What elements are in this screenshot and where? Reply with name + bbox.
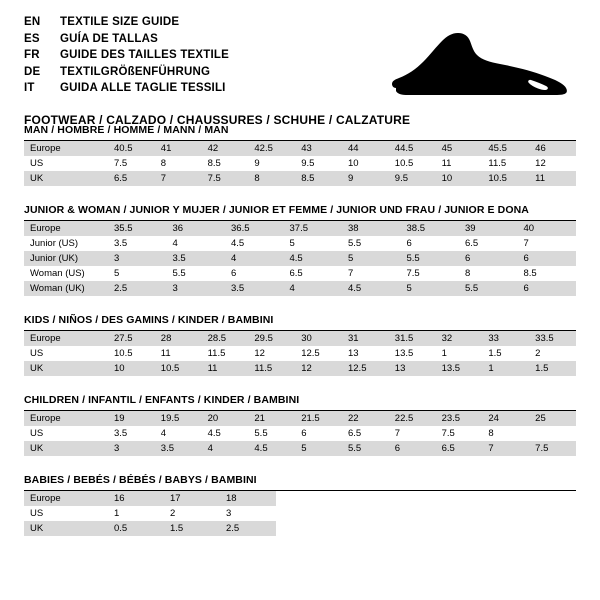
- spacer-cell: [276, 506, 576, 521]
- row-label: Europe: [24, 141, 108, 156]
- size-cell: 3.5: [167, 251, 226, 266]
- size-cell: 1.5: [529, 361, 576, 376]
- language-title: GUIDE DES TAILLES TEXTILE: [60, 49, 229, 61]
- size-cell: 32: [436, 331, 483, 346]
- row-label: UK: [24, 171, 108, 186]
- size-cell: 1.5: [488, 348, 502, 359]
- size-cell: 36: [167, 221, 226, 236]
- size-cell: 9.5: [389, 171, 436, 186]
- size-cell: 42.5: [248, 141, 295, 156]
- language-title-list: [24, 16, 229, 99]
- size-cell: 6.5: [436, 441, 483, 456]
- size-block: [24, 204, 576, 296]
- size-cell: 7.5: [202, 171, 249, 186]
- language-title: GUIDA ALLE TAGLIE TESSILI: [60, 82, 226, 94]
- size-cell: 5: [401, 281, 460, 296]
- language-code: IT: [24, 82, 35, 94]
- size-block: [24, 474, 576, 536]
- size-cell: 35.5: [108, 221, 167, 236]
- row-label: UK: [24, 521, 108, 536]
- size-cell: 8: [160, 158, 167, 169]
- table-row: [24, 411, 576, 426]
- language-code: DE: [24, 65, 41, 78]
- row-label: Europe: [24, 331, 108, 346]
- size-cell: 12.5: [342, 361, 389, 376]
- size-cell: 19: [108, 411, 155, 426]
- table-row: [24, 281, 576, 296]
- size-cell: 12: [535, 158, 546, 169]
- table-row: [24, 236, 576, 251]
- footwear-category-title: FOOTWEAR / CALZADO / CHAUSSURES / SCHUHE / CALZATURE: [24, 112, 411, 127]
- size-cell: 10: [108, 361, 155, 376]
- size-cell: 45: [436, 141, 483, 156]
- size-table: [24, 411, 576, 456]
- size-cell: 29.5: [248, 331, 295, 346]
- size-cell: 7: [394, 428, 401, 439]
- size-cell: 3.5: [114, 428, 128, 439]
- size-cell: 11.5: [248, 361, 295, 376]
- size-cell: 13.5: [436, 361, 483, 376]
- size-cell: 23.5: [436, 411, 483, 426]
- size-cell: 8.5: [523, 268, 537, 279]
- size-cell: 4.5: [248, 441, 295, 456]
- size-cell: 2.5: [220, 521, 276, 536]
- size-cell: 4.5: [207, 428, 221, 439]
- size-table: [24, 221, 576, 296]
- size-cell: 9: [254, 158, 260, 169]
- size-cell: 4.5: [342, 281, 401, 296]
- size-table: [24, 331, 576, 376]
- size-cell: 5: [289, 238, 295, 249]
- spacer-cell: [276, 491, 576, 506]
- size-table: [24, 141, 576, 186]
- size-cell: 7.5: [529, 441, 576, 456]
- language-title: TEXTILE SIZE GUIDE: [60, 16, 180, 28]
- size-cell: 1.5: [164, 521, 220, 536]
- row-label: US: [30, 348, 44, 359]
- table-row: [24, 266, 576, 281]
- row-label: US: [30, 428, 44, 439]
- row-label: Junior (US): [30, 238, 79, 249]
- size-cell: 41: [155, 141, 202, 156]
- language-code: ES: [24, 32, 40, 45]
- size-cell: 11: [529, 171, 576, 186]
- language-row: [24, 49, 229, 66]
- size-cell: 1: [441, 348, 447, 359]
- size-cell: 44.5: [389, 141, 436, 156]
- row-label: Europe: [24, 491, 108, 506]
- row-label: Europe: [24, 221, 108, 236]
- table-row: [24, 506, 576, 521]
- language-row: [24, 82, 229, 99]
- size-cell: 6: [231, 268, 237, 279]
- size-cell: 28.5: [202, 331, 249, 346]
- size-cell: 1: [482, 361, 529, 376]
- size-cell: 12.5: [301, 348, 320, 359]
- size-cell: 25: [529, 411, 576, 426]
- size-cell: 10: [436, 171, 483, 186]
- size-cell: 1: [114, 508, 120, 519]
- table-row: [24, 521, 576, 536]
- table-row: [24, 346, 576, 361]
- size-cell: 5.5: [401, 251, 460, 266]
- size-cell: 3.5: [225, 281, 284, 296]
- size-cell: 22: [342, 411, 389, 426]
- size-cell: 6: [459, 251, 518, 266]
- size-cell: 13: [347, 348, 359, 359]
- size-cell: 2.5: [108, 281, 167, 296]
- size-cell: 7: [523, 238, 529, 249]
- size-block: [24, 124, 576, 186]
- size-cell: 3: [108, 251, 167, 266]
- size-cell: 5.5: [459, 281, 518, 296]
- size-cell: 6: [406, 238, 412, 249]
- size-cell: 10.5: [394, 158, 414, 169]
- size-cell: 7.5: [406, 268, 420, 279]
- dress-shoe-icon: [390, 28, 570, 100]
- size-blocks: [24, 124, 576, 536]
- size-cell: 30: [295, 331, 342, 346]
- size-cell: 3: [226, 508, 232, 519]
- size-cell: 6: [518, 251, 577, 266]
- size-cell: 5.5: [342, 441, 389, 456]
- size-cell: 31: [342, 331, 389, 346]
- size-cell: 36.5: [225, 221, 284, 236]
- size-cell: 24: [482, 411, 529, 426]
- size-cell: 22.5: [389, 411, 436, 426]
- size-cell: 12: [254, 348, 265, 359]
- size-cell: 18: [220, 491, 276, 506]
- size-cell: 43: [295, 141, 342, 156]
- size-cell: 46: [529, 141, 576, 156]
- size-block-title: CHILDREN / INFANTIL / ENFANTS / KINDER / BAMBINI: [24, 394, 576, 411]
- size-cell: 40.5: [108, 141, 155, 156]
- size-cell: 8: [248, 171, 295, 186]
- size-cell: 7: [348, 268, 354, 279]
- table-row: [24, 331, 576, 346]
- size-block-title: BABIES / BEBÉS / BÉBÉS / BABYS / BAMBINI: [24, 474, 576, 491]
- size-cell: 3: [108, 441, 155, 456]
- row-label: US: [30, 158, 44, 169]
- table-row: [24, 491, 576, 506]
- size-cell: 11: [441, 158, 452, 169]
- table-row: [24, 426, 576, 441]
- size-cell: 8.5: [295, 171, 342, 186]
- size-cell: 11: [160, 348, 171, 359]
- size-cell: 2: [535, 348, 541, 359]
- row-label: Woman (UK): [24, 281, 108, 296]
- size-table: [24, 491, 576, 536]
- table-row: [24, 141, 576, 156]
- size-cell: 4: [172, 238, 178, 249]
- size-block: [24, 394, 576, 456]
- table-row: [24, 171, 576, 186]
- size-cell: 5.5: [254, 428, 268, 439]
- size-block: [24, 314, 576, 376]
- size-cell: 4: [160, 428, 167, 439]
- size-cell: 8.5: [207, 158, 221, 169]
- table-row: [24, 221, 576, 236]
- size-cell: 7: [482, 441, 529, 456]
- size-cell: 5.5: [348, 238, 362, 249]
- size-cell: 6.5: [108, 171, 155, 186]
- size-cell: 45.5: [482, 141, 529, 156]
- row-label: UK: [24, 361, 108, 376]
- size-cell: 42: [202, 141, 249, 156]
- size-cell: 4: [225, 251, 284, 266]
- size-cell: 16: [108, 491, 164, 506]
- size-cell: 44: [342, 141, 389, 156]
- size-block-title: KIDS / NIÑOS / DES GAMINS / KINDER / BAMBINI: [24, 314, 576, 331]
- size-cell: 38: [342, 221, 401, 236]
- size-cell: 37.5: [284, 221, 343, 236]
- size-cell: 4: [202, 441, 249, 456]
- language-row: [24, 33, 229, 50]
- table-row: [24, 251, 576, 266]
- size-cell: 4.5: [284, 251, 343, 266]
- size-cell: 27.5: [108, 331, 155, 346]
- size-cell: 11: [202, 361, 249, 376]
- size-cell: 33: [482, 331, 529, 346]
- size-cell: 12: [295, 361, 342, 376]
- size-cell: [529, 426, 576, 441]
- language-code: EN: [24, 16, 41, 28]
- language-row: [24, 16, 229, 33]
- size-cell: 39: [459, 221, 518, 236]
- row-label: Junior (UK): [24, 251, 108, 266]
- size-cell: 4.5: [231, 238, 245, 249]
- size-cell: 20: [202, 411, 249, 426]
- language-title: TEXTILGRÖßENFÜHRUNG: [60, 65, 211, 78]
- size-cell: 8: [488, 428, 494, 439]
- size-cell: 3.5: [114, 238, 128, 249]
- row-label: Europe: [24, 411, 108, 426]
- table-row: [24, 156, 576, 171]
- language-title: GUÍA DE TALLAS: [60, 32, 158, 45]
- size-cell: 10.5: [482, 171, 529, 186]
- size-cell: 5: [342, 251, 401, 266]
- size-cell: 28: [155, 331, 202, 346]
- row-label: Woman (US): [30, 268, 85, 279]
- size-cell: 2: [170, 508, 176, 519]
- row-label: US: [30, 508, 44, 519]
- size-cell: 13.5: [394, 348, 414, 359]
- size-cell: 9.5: [301, 158, 315, 169]
- size-cell: 11.5: [488, 158, 507, 169]
- size-cell: 21.5: [295, 411, 342, 426]
- size-cell: 6: [301, 428, 307, 439]
- size-cell: 6.5: [289, 268, 303, 279]
- size-cell: 7.5: [441, 428, 455, 439]
- size-cell: 31.5: [389, 331, 436, 346]
- size-block-title: MAN / HOMBRE / HOMME / MANN / MAN: [24, 124, 576, 141]
- size-cell: 4: [284, 281, 343, 296]
- size-cell: 19.5: [155, 411, 202, 426]
- row-label: UK: [24, 441, 108, 456]
- size-cell: 21: [248, 411, 295, 426]
- size-cell: 10.5: [155, 361, 202, 376]
- size-cell: 33.5: [529, 331, 576, 346]
- size-cell: 5: [295, 441, 342, 456]
- table-row: [24, 441, 576, 456]
- size-block-title: JUNIOR & WOMAN / JUNIOR Y MUJER / JUNIOR ET FEMME / JUNIOR UND FRAU / JUNIOR E DONA: [24, 204, 576, 221]
- size-cell: 3: [167, 281, 226, 296]
- size-cell: 9: [342, 171, 389, 186]
- size-cell: 17: [164, 491, 220, 506]
- size-cell: 8: [465, 268, 471, 279]
- language-code: FR: [24, 49, 40, 61]
- size-cell: 0.5: [108, 521, 164, 536]
- spacer-cell: [276, 521, 576, 536]
- size-cell: 10.5: [114, 348, 133, 359]
- size-cell: 40: [518, 221, 577, 236]
- page-header: [24, 16, 576, 127]
- size-cell: 10: [347, 158, 359, 169]
- size-cell: 5.5: [172, 268, 186, 279]
- size-cell: 3.5: [155, 441, 202, 456]
- size-cell: 6: [518, 281, 577, 296]
- size-cell: 38.5: [401, 221, 460, 236]
- size-cell: 6.5: [347, 428, 362, 439]
- size-cell: 7: [155, 171, 202, 186]
- size-cell: 7.5: [114, 158, 128, 169]
- size-cell: 6.5: [465, 238, 479, 249]
- size-cell: 5: [114, 268, 120, 279]
- size-cell: 11.5: [207, 348, 226, 359]
- table-row: [24, 361, 576, 376]
- size-cell: 6: [389, 441, 436, 456]
- language-row: [24, 66, 229, 83]
- size-cell: 13: [389, 361, 436, 376]
